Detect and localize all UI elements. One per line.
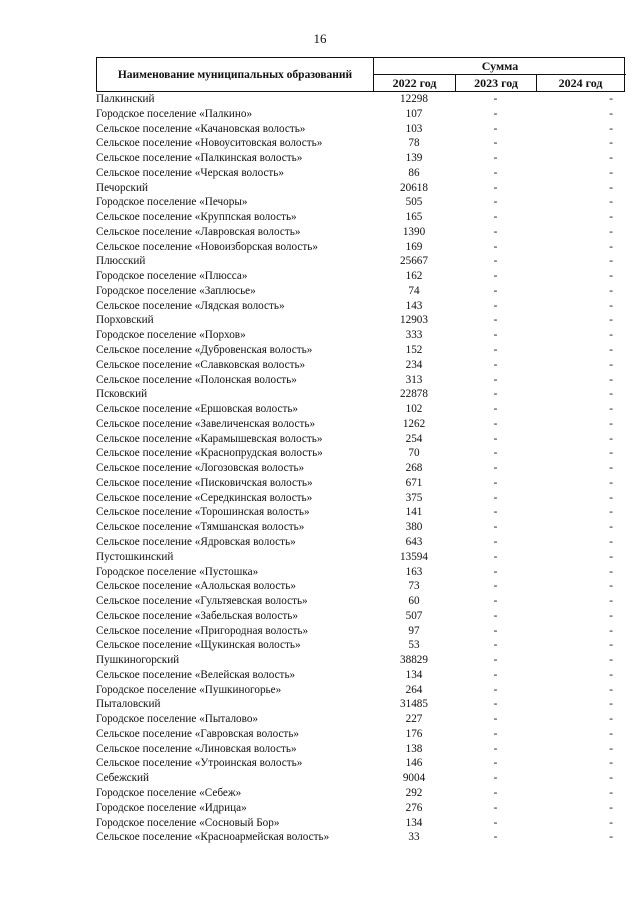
amount-2023: - (493, 417, 498, 430)
table-row (96, 92, 625, 107)
amount-2023: - (493, 432, 498, 445)
header-year-2023: 2023 год (456, 75, 537, 91)
amount-2022: 163 (405, 565, 423, 578)
municipality-name: Сельское поселение «Алольская волость» (96, 580, 296, 593)
amount-2023: - (493, 476, 498, 489)
municipality-name: Сельское поселение «Круппская волость» (96, 211, 297, 224)
amount-2023: - (493, 284, 498, 297)
amount-2022: 53 (408, 639, 420, 652)
table-row (96, 107, 625, 122)
amount-2024: - (609, 122, 613, 135)
amount-2024: - (609, 801, 613, 814)
table-row (96, 535, 625, 550)
header-year-2022: 2022 год (374, 75, 456, 91)
amount-2022: 13594 (400, 550, 428, 563)
amount-2023: - (493, 344, 498, 357)
municipality-name: Сельское поселение «Тямшанская волость» (96, 521, 305, 534)
table-row (96, 579, 625, 594)
amount-2023: - (493, 299, 498, 312)
amount-2024: - (609, 491, 613, 504)
municipality-name: Городское поселение «Палкино» (96, 107, 253, 120)
amount-2023: - (493, 255, 498, 268)
amount-2023: - (493, 152, 498, 165)
amount-2022: 138 (405, 742, 423, 755)
amount-2024: - (609, 565, 613, 578)
amount-2022: 505 (405, 196, 423, 209)
amount-2023: - (493, 211, 498, 224)
municipality-name: Пыталовский (96, 698, 161, 711)
municipality-name: Сельское поселение «Новоуситовская волость» (96, 137, 323, 150)
amount-2022: 97 (408, 624, 420, 637)
amount-2023: - (493, 580, 498, 593)
municipality-name: Сельское поселение «Ершовская волость» (96, 403, 299, 416)
amount-2024: - (609, 535, 613, 548)
amount-2023: - (493, 668, 498, 681)
table-row (96, 565, 625, 580)
municipality-name: Пустошкинский (96, 550, 174, 563)
amount-2024: - (609, 152, 613, 165)
amount-2022: 78 (408, 137, 420, 150)
amount-2024: - (609, 255, 613, 268)
municipality-name: Городское поселение «Пыталово» (96, 713, 259, 726)
municipality-name: Сельское поселение «Гультяевская волость» (96, 595, 308, 608)
amount-2022: 22878 (400, 388, 428, 401)
municipality-name: Городское поселение «Печоры» (96, 196, 248, 209)
table-row (96, 638, 625, 653)
table-row (96, 609, 625, 624)
amount-2023: - (493, 698, 498, 711)
municipality-name: Городское поселение «Идрица» (96, 801, 247, 814)
municipality-name: Себежский (96, 772, 149, 785)
header-sum-column: Сумма (374, 58, 626, 75)
amount-2024: - (609, 284, 613, 297)
table-row (96, 269, 625, 284)
municipality-name: Сельское поселение «Палкинская волость» (96, 152, 303, 165)
amount-2024: - (609, 654, 613, 667)
municipality-name: Сельское поселение «Новоизборская волость» (96, 240, 318, 253)
table-row (96, 520, 625, 535)
amount-2022: 31485 (400, 698, 428, 711)
municipality-name: Сельское поселение «Черская волость» (96, 166, 285, 179)
municipality-name: Городское поселение «Пустошка» (96, 565, 259, 578)
municipality-name: Сельское поселение «Торошинская волость» (96, 506, 310, 519)
amount-2023: - (493, 624, 498, 637)
amount-2022: 333 (405, 329, 423, 342)
municipality-name: Псковский (96, 388, 148, 401)
municipality-name: Сельское поселение «Качановская волость» (96, 122, 306, 135)
amount-2023: - (493, 181, 498, 194)
amount-2022: 169 (405, 240, 423, 253)
amount-2022: 165 (405, 211, 423, 224)
table-row (96, 446, 625, 461)
amount-2024: - (609, 447, 613, 460)
amount-2022: 12298 (400, 93, 428, 105)
amount-2024: - (609, 713, 613, 726)
municipality-name: Сельское поселение «Краснопрудская волость» (96, 447, 323, 460)
table-row (96, 801, 625, 816)
amount-2024: - (609, 388, 613, 401)
amount-2024: - (609, 550, 613, 563)
amount-2022: 74 (408, 284, 420, 297)
municipality-name: Городское поселение «Себеж» (96, 786, 242, 799)
municipality-name: Городское поселение «Пушкиногорье» (96, 683, 282, 696)
amount-2022: 12903 (400, 314, 428, 327)
amount-2024: - (609, 358, 613, 371)
municipality-name: Городское поселение «Порхов» (96, 329, 246, 342)
municipality-name: Сельское поселение «Славковская волость» (96, 358, 306, 371)
table-row (96, 816, 625, 831)
table-row (96, 254, 625, 269)
table-row (96, 461, 625, 476)
table-row (96, 683, 625, 698)
table-row (96, 402, 625, 417)
table-row (96, 417, 625, 432)
municipality-name: Сельское поселение «Велейская волость» (96, 668, 296, 681)
table-row (96, 712, 625, 727)
table-row (96, 771, 625, 786)
table-row (96, 299, 625, 314)
amount-2022: 38829 (400, 654, 428, 667)
amount-2023: - (493, 491, 498, 504)
table-row (96, 668, 625, 683)
amount-2023: - (493, 713, 498, 726)
municipality-name: Сельское поселение «Лядская волость» (96, 299, 285, 312)
municipality-name: Сельское поселение «Дубровенская волость» (96, 344, 313, 357)
amount-2023: - (493, 137, 498, 150)
table-row (96, 240, 625, 255)
table-row (96, 284, 625, 299)
table-row (96, 358, 625, 373)
amount-2022: 313 (405, 373, 423, 386)
amount-2022: 380 (405, 521, 423, 534)
amount-2022: 86 (408, 166, 420, 179)
table-row (96, 225, 625, 240)
municipality-name: Сельское поселение «Забельская волость» (96, 609, 298, 622)
amount-2022: 234 (405, 358, 423, 371)
municipality-name: Сельское поселение «Ядровская волость» (96, 535, 296, 548)
amount-2024: - (609, 240, 613, 253)
municipality-name: Городское поселение «Сосновый Бор» (96, 816, 280, 829)
amount-2022: 162 (405, 270, 423, 283)
amount-2023: - (493, 772, 498, 785)
table-row (96, 195, 625, 210)
amount-2024: - (609, 166, 613, 179)
amount-2023: - (493, 462, 498, 475)
amount-2022: 375 (405, 491, 423, 504)
municipality-name: Сельское поселение «Красноармейская волость» (96, 831, 330, 844)
amount-2022: 141 (405, 506, 423, 519)
municipality-name: Сельское поселение «Щукинская волость» (96, 639, 301, 652)
amount-2024: - (609, 727, 613, 740)
table-row (96, 830, 625, 845)
table-row (96, 166, 625, 181)
amount-2022: 60 (408, 595, 420, 608)
municipality-name: Палкинский (96, 93, 155, 105)
amount-2023: - (493, 107, 498, 120)
amount-2022: 264 (405, 683, 423, 696)
table-row (96, 786, 625, 801)
table-row (96, 328, 625, 343)
amount-2022: 9004 (402, 772, 426, 785)
table-row (96, 122, 625, 137)
amount-2022: 268 (405, 462, 423, 475)
amount-2023: - (493, 609, 498, 622)
table-row (96, 151, 625, 166)
amount-2023: - (493, 225, 498, 238)
municipality-name: Сельское поселение «Писковичская волость» (96, 476, 313, 489)
amount-2024: - (609, 270, 613, 283)
amount-2023: - (493, 595, 498, 608)
amount-2023: - (493, 683, 498, 696)
amount-2024: - (609, 137, 613, 150)
amount-2023: - (493, 329, 498, 342)
municipality-name: Плюсский (96, 255, 146, 268)
table-row (96, 491, 625, 506)
amount-2024: - (609, 521, 613, 534)
amount-2023: - (493, 373, 498, 386)
amount-2022: 643 (405, 535, 423, 548)
table-row (96, 387, 625, 402)
amount-2024: - (609, 107, 613, 120)
amount-2024: - (609, 683, 613, 696)
amount-2023: - (493, 521, 498, 534)
amount-2024: - (609, 624, 613, 637)
municipality-name: Сельское поселение «Лавровская волость» (96, 225, 301, 238)
amount-2024: - (609, 580, 613, 593)
municipality-name: Городское поселение «Плюсса» (96, 270, 248, 283)
amount-2022: 1390 (402, 225, 426, 238)
amount-2023: - (493, 727, 498, 740)
amount-2024: - (609, 595, 613, 608)
amount-2024: - (609, 329, 613, 342)
municipality-name: Пушкиногорский (96, 654, 180, 667)
amount-2024: - (609, 181, 613, 194)
header-name-column: Наименование муниципальных образований (97, 58, 374, 91)
amount-2024: - (609, 225, 613, 238)
amount-2024: - (609, 432, 613, 445)
amount-2022: 102 (405, 403, 423, 416)
amount-2024: - (609, 816, 613, 829)
amount-2022: 107 (405, 107, 423, 120)
municipality-name: Порховский (96, 314, 154, 327)
amount-2022: 292 (405, 786, 423, 799)
amount-2022: 146 (405, 757, 423, 770)
amount-2023: - (493, 654, 498, 667)
amount-2024: - (609, 831, 613, 844)
table-row (96, 505, 625, 520)
amount-2023: - (493, 550, 498, 563)
amount-2024: - (609, 211, 613, 224)
amount-2023: - (493, 816, 498, 829)
municipality-name: Городское поселение «Заплюсье» (96, 284, 256, 297)
amount-2023: - (493, 358, 498, 371)
amount-2023: - (493, 388, 498, 401)
table-row (96, 653, 625, 668)
municipality-name: Сельское поселение «Завеличенская волость» (96, 417, 316, 430)
amount-2024: - (609, 742, 613, 755)
amount-2023: - (493, 565, 498, 578)
table-row (96, 756, 625, 771)
amount-2024: - (609, 772, 613, 785)
table-row (96, 136, 625, 151)
municipality-name: Сельское поселение «Логозовская волость» (96, 462, 305, 475)
amount-2023: - (493, 270, 498, 283)
amount-2023: - (493, 314, 498, 327)
amount-2024: - (609, 299, 613, 312)
amount-2024: - (609, 639, 613, 652)
amount-2024: - (609, 344, 613, 357)
table-body (96, 92, 625, 845)
amount-2023: - (493, 506, 498, 519)
amount-2022: 276 (405, 801, 423, 814)
amount-2024: - (609, 196, 613, 209)
amount-2024: - (609, 417, 613, 430)
table-row (96, 432, 625, 447)
amount-2022: 507 (405, 609, 423, 622)
amount-2024: - (609, 462, 613, 475)
table-row (96, 550, 625, 565)
header-year-2024: 2024 год (558, 76, 603, 90)
amount-2024: - (609, 668, 613, 681)
municipality-name: Сельское поселение «Полонская волость» (96, 373, 297, 386)
table-row (96, 313, 625, 328)
table-row (96, 181, 625, 196)
amount-2024: - (609, 314, 613, 327)
amount-2022: 671 (405, 476, 423, 489)
municipality-name: Сельское поселение «Линовская волость» (96, 742, 297, 755)
table-row (96, 210, 625, 225)
page-number: 16 (313, 31, 327, 46)
amount-2023: - (493, 786, 498, 799)
municipality-name: Сельское поселение «Утроинская волость» (96, 757, 303, 770)
table-row (96, 476, 625, 491)
amount-2022: 134 (405, 668, 423, 681)
municipality-name: Сельское поселение «Карамышевская волость» (96, 432, 323, 445)
amount-2022: 1262 (402, 417, 426, 430)
table-row (96, 594, 625, 609)
amount-2023: - (493, 93, 498, 105)
amount-2023: - (493, 757, 498, 770)
amount-2022: 134 (405, 816, 423, 829)
amount-2022: 73 (408, 580, 420, 593)
table-row (96, 373, 625, 388)
amount-2024: - (609, 403, 613, 416)
amount-2022: 227 (405, 713, 423, 726)
municipality-name: Сельское поселение «Пригородная волость» (96, 624, 309, 637)
amount-2023: - (493, 166, 498, 179)
amount-2023: - (493, 742, 498, 755)
amount-2023: - (493, 801, 498, 814)
amount-2023: - (493, 831, 498, 844)
amount-2022: 152 (405, 344, 423, 357)
amount-2023: - (493, 196, 498, 209)
amount-2023: - (493, 122, 498, 135)
amount-2022: 103 (405, 122, 423, 135)
table-row (96, 343, 625, 358)
amount-2022: 254 (405, 432, 423, 445)
amount-2022: 176 (405, 727, 423, 740)
amount-2022: 139 (405, 152, 423, 165)
amount-2022: 33 (408, 831, 420, 844)
table-row (96, 742, 625, 757)
table-row (96, 697, 625, 712)
amount-2024: - (609, 93, 613, 105)
amount-2024: - (609, 506, 613, 519)
amount-2024: - (609, 373, 613, 386)
amount-2022: 70 (408, 447, 420, 460)
municipality-name: Сельское поселение «Середкинская волость» (96, 491, 313, 504)
amount-2023: - (493, 447, 498, 460)
amount-2024: - (609, 476, 613, 489)
table-row (96, 727, 625, 742)
amount-2024: - (609, 757, 613, 770)
table-row (96, 624, 625, 639)
amount-2023: - (493, 240, 498, 253)
amount-2022: 143 (405, 299, 423, 312)
municipality-name: Сельское поселение «Гавровская волость» (96, 727, 300, 740)
amount-2023: - (493, 535, 498, 548)
table-header (96, 57, 625, 92)
amount-2023: - (493, 403, 498, 416)
amount-2022: 25667 (400, 255, 428, 268)
amount-2024: - (609, 786, 613, 799)
municipality-name: Печорский (96, 181, 148, 194)
amount-2023: - (493, 639, 498, 652)
amount-2022: 20618 (400, 181, 428, 194)
amount-2024: - (609, 609, 613, 622)
amount-2024: - (609, 698, 613, 711)
